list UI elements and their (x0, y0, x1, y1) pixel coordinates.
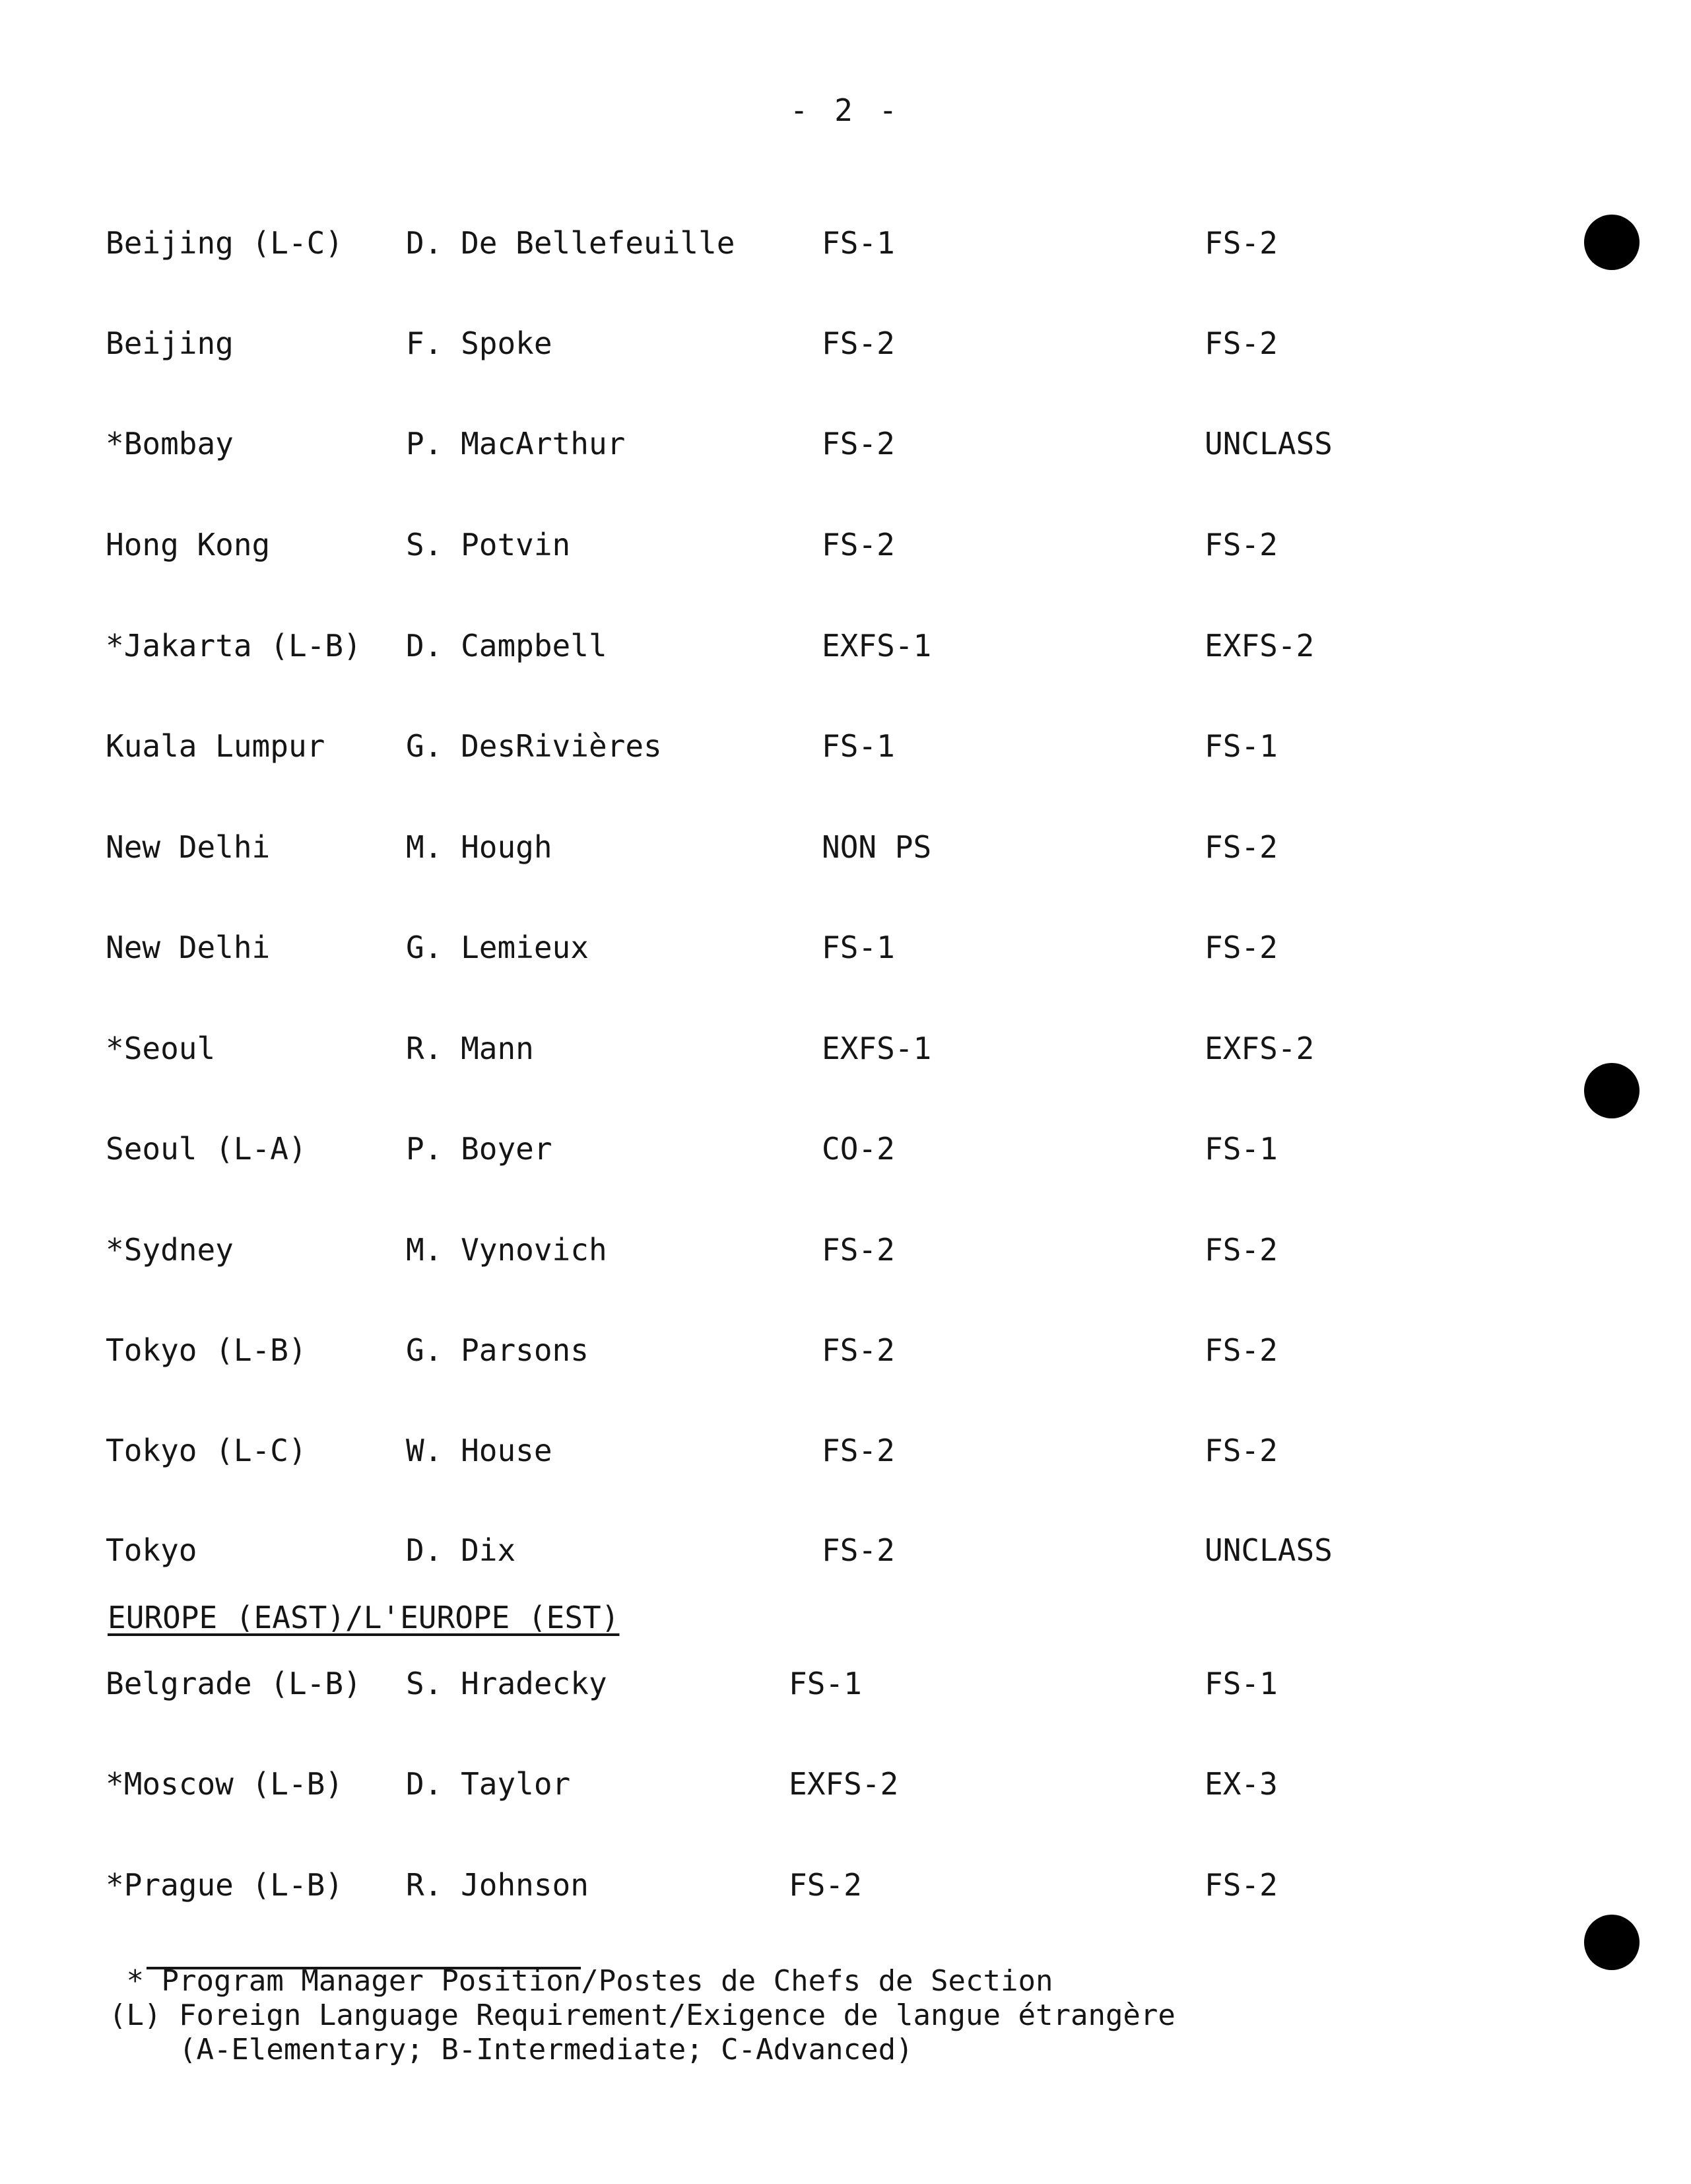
post-cell: *Moscow (L-B) (106, 1766, 344, 1802)
name-cell: R. Johnson (406, 1867, 589, 1903)
table-row (0, 424, 1691, 463)
punch-hole (1584, 215, 1640, 270)
footnote-language-levels: (A-Elementary; B-Intermediate; C-Advanced) (109, 2033, 913, 2066)
name-cell: R. Mann (406, 1031, 534, 1066)
post-cell: New Delhi (106, 829, 271, 865)
name-cell: D. De Bellefeuille (406, 225, 735, 261)
name-cell: G. DesRivières (406, 728, 662, 764)
new-level-cell: FS-2 (1205, 1332, 1278, 1368)
table-row (0, 223, 1691, 263)
name-cell: G. Lemieux (406, 930, 589, 965)
post-cell: Tokyo (106, 1532, 197, 1568)
table-row (0, 1230, 1691, 1270)
new-level-cell: FS-2 (1205, 930, 1278, 965)
post-cell: Hong Kong (106, 527, 271, 563)
current-level-cell: FS-2 (789, 1867, 862, 1903)
post-cell: Belgrade (L-B) (106, 1666, 362, 1701)
table-row (0, 1029, 1691, 1068)
new-level-cell: FS-2 (1205, 225, 1278, 261)
post-cell: *Prague (L-B) (106, 1867, 344, 1903)
current-level-cell: FS-2 (822, 527, 895, 563)
table-row (0, 1664, 1691, 1703)
name-cell: D. Dix (406, 1532, 516, 1568)
post-cell: Beijing (L-C) (106, 225, 344, 261)
post-cell: Kuala Lumpur (106, 728, 325, 764)
current-level-cell: FS-2 (822, 325, 895, 361)
new-level-cell: FS-2 (1205, 1433, 1278, 1468)
new-level-cell: FS-1 (1205, 1666, 1278, 1701)
name-cell: G. Parsons (406, 1332, 589, 1368)
new-level-cell: EXFS-2 (1205, 628, 1315, 664)
new-level-cell: FS-1 (1205, 728, 1278, 764)
table-row (0, 1530, 1691, 1570)
table-row (0, 1865, 1691, 1905)
footnotes (109, 1964, 1176, 2067)
current-level-cell: EXFS-1 (822, 1031, 932, 1066)
page-number: - 2 - (789, 92, 902, 128)
punch-hole (1584, 1063, 1640, 1118)
name-cell: W. House (406, 1433, 552, 1468)
punch-hole (1584, 1915, 1640, 1970)
name-cell: P. Boyer (406, 1131, 552, 1167)
new-level-cell: FS-2 (1205, 829, 1278, 865)
table-row (0, 1764, 1691, 1804)
new-level-cell: EXFS-2 (1205, 1031, 1315, 1066)
current-level-cell: NON PS (822, 829, 932, 865)
footnote-program-manager: * Program Manager Position/Postes de Chefs de Section (109, 1964, 1053, 1998)
new-level-cell: FS-1 (1205, 1131, 1278, 1167)
current-level-cell: CO-2 (822, 1131, 895, 1167)
name-cell: D. Campbell (406, 628, 607, 664)
post-cell: *Jakarta (L-B) (106, 628, 362, 664)
new-level-cell: EX-3 (1205, 1766, 1278, 1802)
table-row (0, 827, 1691, 867)
table-row (0, 525, 1691, 564)
new-level-cell: UNCLASS (1205, 426, 1333, 461)
post-cell: Seoul (L-A) (106, 1131, 307, 1167)
current-level-cell: FS-2 (822, 1232, 895, 1268)
current-level-cell: FS-2 (822, 1433, 895, 1468)
table-row (0, 928, 1691, 967)
name-cell: F. Spoke (406, 325, 552, 361)
new-level-cell: FS-2 (1205, 325, 1278, 361)
post-cell: Beijing (106, 325, 234, 361)
current-level-cell: FS-2 (822, 1532, 895, 1568)
current-level-cell: FS-1 (822, 728, 895, 764)
name-cell: M. Hough (406, 829, 552, 865)
table-row (0, 726, 1691, 766)
current-level-cell: FS-2 (822, 1332, 895, 1368)
post-cell: *Sydney (106, 1232, 234, 1268)
post-cell: Tokyo (L-C) (106, 1433, 307, 1468)
new-level-cell: UNCLASS (1205, 1532, 1333, 1568)
table-row (0, 1330, 1691, 1370)
new-level-cell: FS-2 (1205, 1232, 1278, 1268)
post-cell: *Seoul (106, 1031, 216, 1066)
new-level-cell: FS-2 (1205, 1867, 1278, 1903)
name-cell: D. Taylor (406, 1766, 571, 1802)
table-row (0, 626, 1691, 665)
post-cell: New Delhi (106, 930, 271, 965)
table-row (0, 1129, 1691, 1169)
current-level-cell: FS-1 (822, 930, 895, 965)
current-level-cell: FS-1 (789, 1666, 862, 1701)
table-row (0, 1431, 1691, 1470)
post-cell: Tokyo (L-B) (106, 1332, 307, 1368)
footnote-language-requirement: (L) Foreign Language Requirement/Exigence de langue étrangère (109, 1998, 1176, 2032)
current-level-cell: FS-1 (822, 225, 895, 261)
current-level-cell: EXFS-1 (822, 628, 932, 664)
section-heading-europe-east: EUROPE (EAST)/L'EUROPE (EST) (108, 1600, 620, 1635)
name-cell: P. MacArthur (406, 426, 626, 461)
name-cell: S. Potvin (406, 527, 571, 563)
post-cell: *Bombay (106, 426, 234, 461)
current-level-cell: FS-2 (822, 426, 895, 461)
new-level-cell: FS-2 (1205, 527, 1278, 563)
current-level-cell: EXFS-2 (789, 1766, 899, 1802)
name-cell: S. Hradecky (406, 1666, 607, 1701)
table-row (0, 324, 1691, 363)
name-cell: M. Vynovich (406, 1232, 607, 1268)
